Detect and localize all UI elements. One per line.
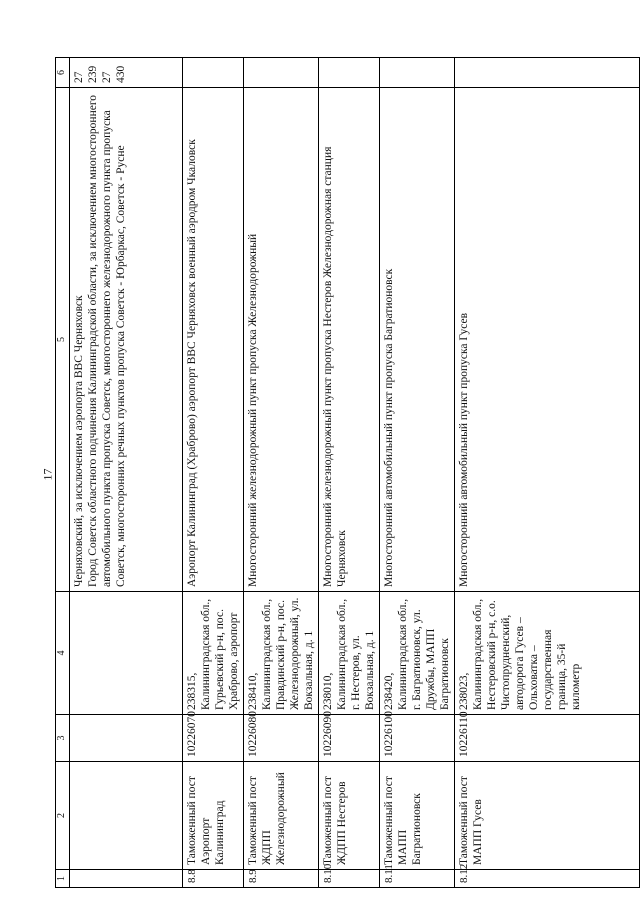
customs-posts-table — [55, 57, 640, 888]
post-address: 238410, Калининградская обл., Правдинский р-н, пос. Железнодорожный, ул. Вокзальная, д. 1 — [244, 592, 319, 715]
table-row — [380, 58, 455, 888]
post-name: Таможенный пост МАПП Багратионовск — [380, 762, 455, 870]
table-row — [183, 58, 244, 888]
cell-empty — [455, 58, 640, 88]
row-number: 8.9 — [244, 870, 319, 888]
post-zone: Аэропорт Калининград (Храброво) аэропорт ВВС Черняховск военный аэродром Чкаловск — [183, 88, 244, 592]
post-code: 10226090 — [319, 715, 380, 762]
row-number: 8.11 — [380, 870, 455, 888]
header-col-4: 4 — [56, 592, 70, 715]
cell-territory — [70, 88, 183, 592]
table-row — [244, 58, 319, 888]
okato-code: 27 239 — [73, 65, 99, 83]
header-col-1: 1 — [56, 870, 70, 888]
table-row — [70, 58, 183, 888]
page-number: 17 — [40, 468, 55, 481]
row-number: 8.10 — [319, 870, 380, 888]
post-zone: Многосторонний железнодорожный пункт пропуска Нестеров Железнодорожная станция Черняховск — [319, 88, 380, 592]
post-code: 10226070 — [183, 715, 244, 762]
post-name: Таможенный пост ЖДПП Железнодорожный — [244, 762, 319, 870]
cell-num — [70, 870, 183, 888]
cell-name — [70, 762, 183, 870]
post-zone: Многосторонний автомобильный пункт пропуска Гусев — [455, 88, 640, 592]
cell-empty — [380, 58, 455, 88]
post-code: 10226080 — [244, 715, 319, 762]
cell-empty — [244, 58, 319, 88]
post-name: Таможенный пост Аэропорт Калининград — [183, 762, 244, 870]
header-col-6: 6 — [56, 58, 70, 88]
table-row — [319, 58, 380, 888]
post-code: 10226110 — [455, 715, 640, 762]
header-col-5: 5 — [56, 88, 70, 592]
header-col-2: 2 — [56, 762, 70, 870]
territory-line: Город Советск областного подчинения Калининградской области, за исключением многостороннего автомобильного пункта пропуска Советск, многостороннего железнодорожного пункта пропуска Советск, многосторонних речных пунктов пропуска Советск - Юрбаркас, Советск - Русне — [87, 94, 127, 587]
rotated-table-wrapper — [55, 58, 595, 888]
cell-empty — [183, 58, 244, 88]
post-zone: Многосторонний автомобильный пункт пропуска Багратионовск — [380, 88, 455, 592]
row-number: 8.12 — [455, 870, 640, 888]
post-name: Таможенный пост МАПП Гусев — [455, 762, 640, 870]
post-address: 238420, Калининградская обл., г. Багратионовск, ул. Дружбы, МАПП Багратионовск — [380, 592, 455, 715]
post-name: Таможенный пост ЖДПП Нестеров — [319, 762, 380, 870]
okato-code: 27 430 — [101, 65, 127, 83]
header-col-3: 3 — [56, 715, 70, 762]
post-address: 238010, Калининградская обл., г. Нестеров, ул. Вокзальная, д. 1 — [319, 592, 380, 715]
row-number: 8.8 — [183, 870, 244, 888]
cell-okato — [70, 58, 183, 88]
cell-empty — [319, 58, 380, 88]
cell-address — [70, 592, 183, 715]
table-row — [455, 58, 640, 888]
header-row — [56, 58, 70, 888]
cell-code — [70, 715, 183, 762]
territory-line: Черняховский, за исключением аэропорта ВВС Черняховск — [73, 295, 85, 587]
post-zone: Многосторонний железнодорожный пункт пропуска Железнодорожный — [244, 88, 319, 592]
post-address: 238315, Калининградская обл., Гурьевский р-н, пос. Храброво, аэропорт — [183, 592, 244, 715]
post-address: 238023, Калининградская обл., Нестеровский р-н, с.о. Чистопрудненский, автодорога Гусев – Ольховатка – государственная граница, 35-й километр — [455, 592, 640, 715]
post-code: 10226100 — [380, 715, 455, 762]
